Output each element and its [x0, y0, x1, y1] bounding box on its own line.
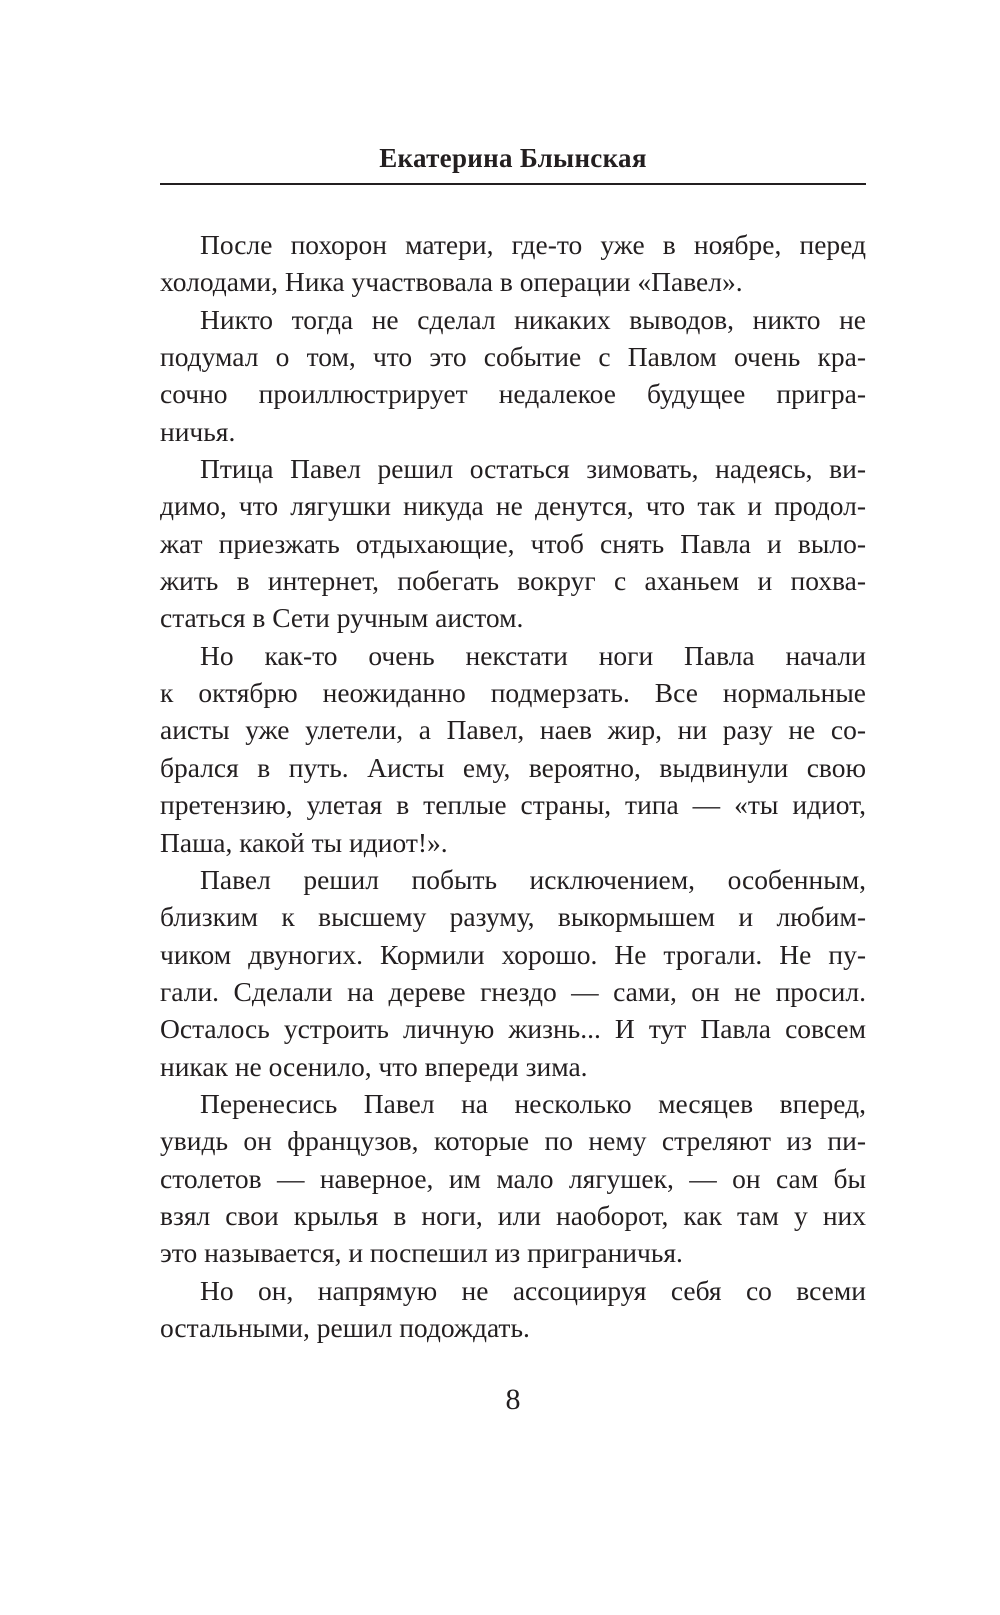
text-line: никак не осенило, что впереди зима.: [160, 1050, 588, 1082]
text-line: сочно проиллюстрирует недалекое будущее пригра-: [160, 378, 866, 410]
text-line: чиком двуногих. Кормили хорошо. Не трогали. Не пу-: [160, 938, 866, 970]
body-text: [160, 226, 866, 1346]
text-line: подумал о том, что это событие с Павлом очень кра-: [160, 341, 866, 373]
text-line: жат приезжать отдыхающие, чтоб снять Павла и выло-: [160, 527, 866, 559]
text-line: Птица Павел решил остаться зимовать, надеясь, ви-: [200, 453, 866, 485]
text-line: претензию, улетая в теплые страны, типа — «ты идиот,: [160, 789, 866, 821]
page-number: 8: [505, 1383, 521, 1416]
text-line: димо, что лягушки никуда не денутся, что так и продол-: [160, 490, 866, 522]
text-line: Осталось устроить личную жизнь... И тут Павла совсем: [160, 1013, 866, 1045]
text-line: остальными, решил подождать.: [160, 1311, 530, 1343]
text-line: аисты уже улетели, а Павел, наев жир, ни разу не со-: [160, 714, 866, 746]
text-line: столетов — наверное, им мало лягушек, — он сам бы: [160, 1162, 866, 1194]
text-line: брался в путь. Аисты ему, вероятно, выдвинули свою: [160, 751, 866, 783]
text-line: Но как-то очень некстати ноги Павла начали: [200, 639, 866, 671]
text-line: к октябрю неожиданно подмерзать. Все нормальные: [160, 677, 866, 709]
text-line: После похорон матери, где-то уже в ноябре, перед: [200, 229, 866, 260]
text-line: ничья.: [160, 415, 236, 447]
text-line: Паша, какой ты идиот!».: [160, 826, 448, 858]
text-line: близким к высшему разуму, выкормышем и любим-: [160, 901, 866, 933]
text-line: жить в интернет, побегать вокруг с аханьем и похва-: [160, 565, 866, 597]
header-rule: [160, 183, 866, 185]
text-line: статься в Сети ручным аистом.: [160, 602, 524, 634]
text-line: холодами, Ника участвовала в операции «Павел».: [160, 266, 743, 298]
text-line: это называется, и поспешил из приграничья.: [160, 1237, 683, 1269]
text-line: Павел решил побыть исключением, особенным,: [200, 863, 866, 895]
text-line: гали. Сделали на дереве гнездо — сами, он не просил.: [160, 975, 866, 1007]
text-line: увидь он французов, которые по нему стреляют из пи-: [160, 1125, 866, 1157]
text-line: Перенесись Павел на несколько месяцев вперед,: [200, 1087, 866, 1119]
running-head-author: Екатерина Блынская: [379, 143, 647, 173]
text-line: Но он, напрямую не ассоциируя себя со всеми: [200, 1274, 866, 1306]
text-line: взял свои крылья в ноги, или наоборот, как там у них: [160, 1199, 866, 1231]
text-line: Никто тогда не сделал никаких выводов, никто не: [200, 303, 866, 335]
